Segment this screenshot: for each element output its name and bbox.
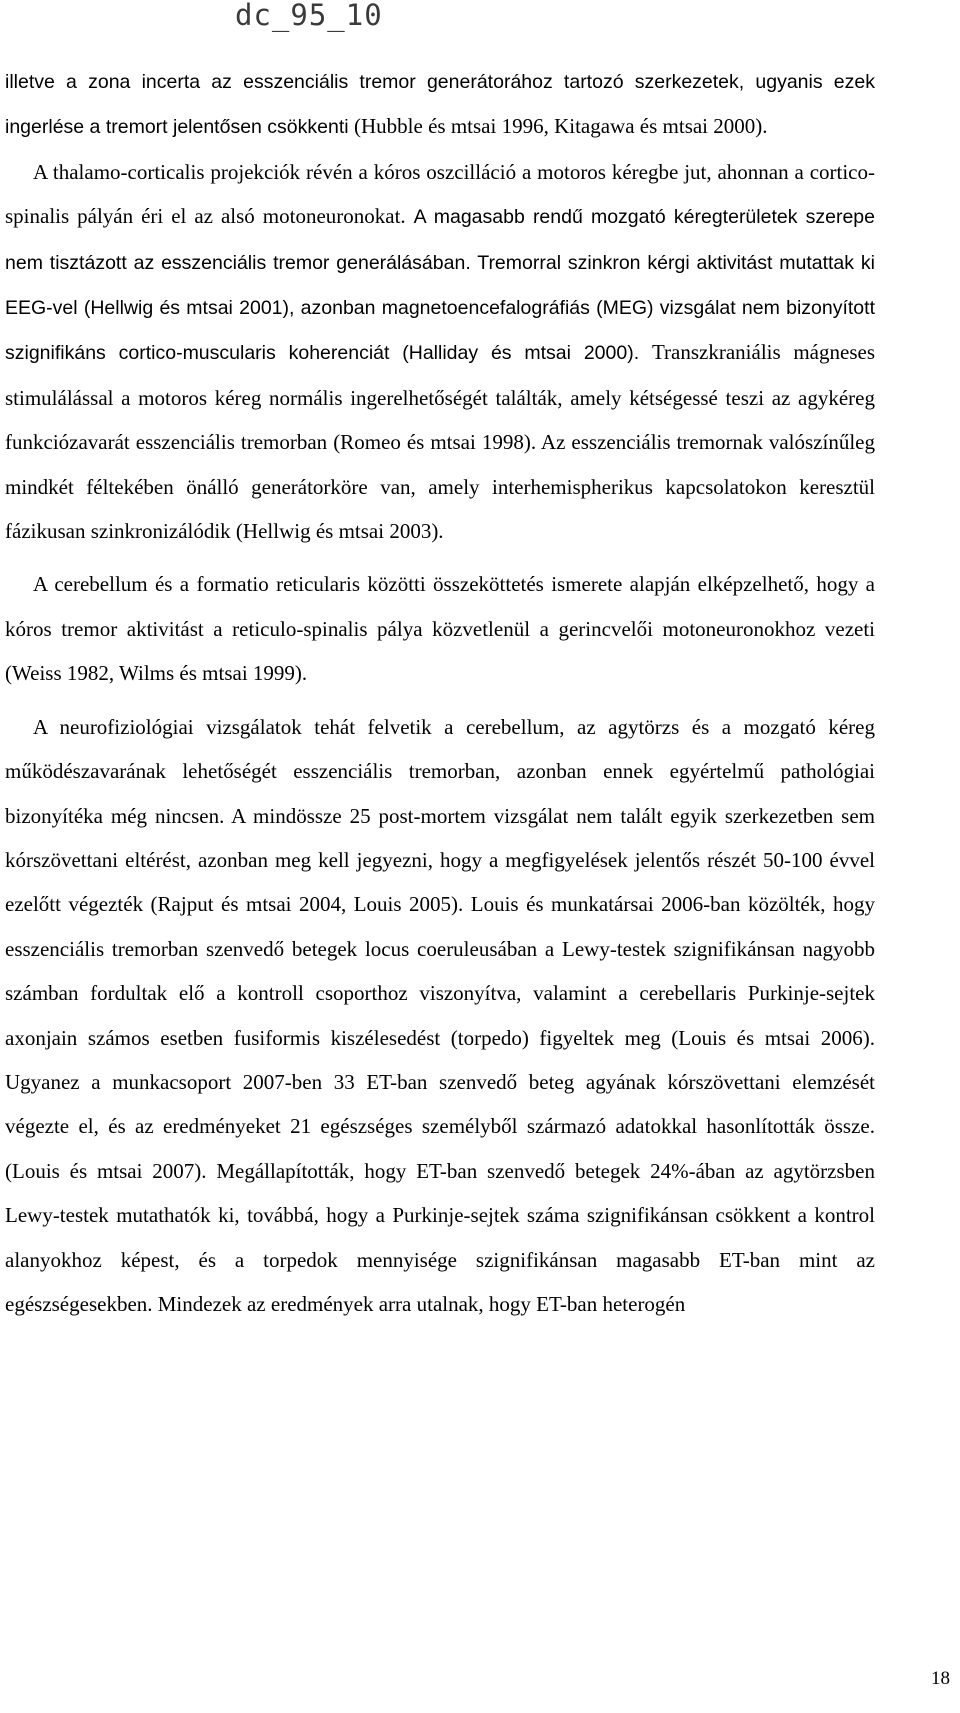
paragraph-1 (5, 59, 875, 150)
paragraph-4-segment-1: A neurofiziológiai vizsgálatok tehát felvetik a cerebellum, az agytörzs és a mozgató kéreg működészavarának lehetőségét esszenciális tremorban, azonban ennek egyértelmű pathológiai bizonyítéka még nincsen. A mindössze 25 post-mortem vizsgálat nem talált egyik szerkezetben sem kórszövettani eltérést, azonban meg kell jegyezni, hogy a megfigyelések jelentős részét 50-100 évvel ezelőtt végezték (Rajput és mtsai 2004, Louis 2005). Louis és munkatársai 2006-ban közölték, hogy esszenciális tremorban szenvedő betegek locus coeruleusában a Lewy-testek szignifikánsan nagyobb számban fordultak elő a kontroll csoporthoz viszonyítva, valamint a cerebellaris Purkinje-sejtek axonjain számos esetben fusiformis kiszélesedést (torpedo) figyeltek meg (Louis és mtsai 2006). Ugyanez a munkacsoport 2007-ben 33 ET-ban szenvedő beteg agyának kórszövettani elemzését végezte el, és az eredményeket 21 egészséges személyből származó adatokkal hasonlították össze. (Louis és mtsai 2007). Megállapították, hogy ET-ban szenvedő betegek 24%-ában az agytörzsben Lewy-testek mutathatók ki, továbbá, hogy a Purkinje-sejtek száma szignifikánsan csökkent a kontrol alanyokhoz képest, és a torpedok mennyisége szignifikánsan magasabb ET-ban mint az egészségesekben. Mindezek az eredmények arra utalnak, hogy ET-ban heterogén (5, 714, 875, 1316)
paragraph-2 (5, 150, 875, 554)
paragraph-4 (5, 705, 875, 1327)
body-text (5, 59, 875, 1326)
paragraph-3 (5, 562, 875, 695)
paragraph-2-segment-3: Transzkraniális mágneses stimulálással a motoros kéreg normális ingerelhetőségét találták, amely kétségessé teszi az agykéreg funkciózavarát esszenciális tremorban (Romeo és mtsai 1998). Az esszenciális tremornak valószínűleg mindkét féltekében önálló generátorköre van, amely interhemispherikus kapcsolatokon keresztül fázikusan szinkronizálódik (Hellwig és mtsai 2003). (5, 340, 875, 544)
document-code-header: dc_95_10 (235, 0, 383, 32)
paragraph-3-segment-1: A cerebellum és a formatio reticularis közötti összeköttetés ismerete alapján elképzelhető, hogy a kóros tremor aktivitást a reticulo-spinalis pálya közvetlenül a gerincvelői motoneuronokhoz vezeti (Weiss 1982, Wilms és mtsai 1999). (5, 572, 875, 686)
page-number: 18 (931, 1668, 950, 1689)
paragraph-1-segment-2: (Hubble és mtsai 1996, Kitagawa és mtsai 2000). (354, 114, 768, 139)
paragraph-1-segment-1: illetve a zona incerta az esszenciális tremor generátorához tartozó szerkezetek, ugyanis ezek ingerlése a tremort jelentősen csökkenti (5, 71, 875, 139)
paragraph-2-segment-1: A thalamo-corticalis projekciók révén a kóros oszcilláció a motoros kéregbe jut, ahonnan a cortico-spinalis pályán éri el az alsó motoneuronokat. (5, 159, 875, 229)
paragraph-2-segment-2: A magasabb rendű mozgató kéregterületek szerepe nem tisztázott az esszenciális tremor generálásában. Tremorral szinkron kérgi aktivitást mutattak ki EEG-vel (Hellwig és mtsai 2001), azonban magnetoencefalográfiás (MEG) vizsgálat nem bizonyított szignifikáns cortico-muscularis koherenciát (Halliday és mtsai 2000). (5, 206, 875, 365)
